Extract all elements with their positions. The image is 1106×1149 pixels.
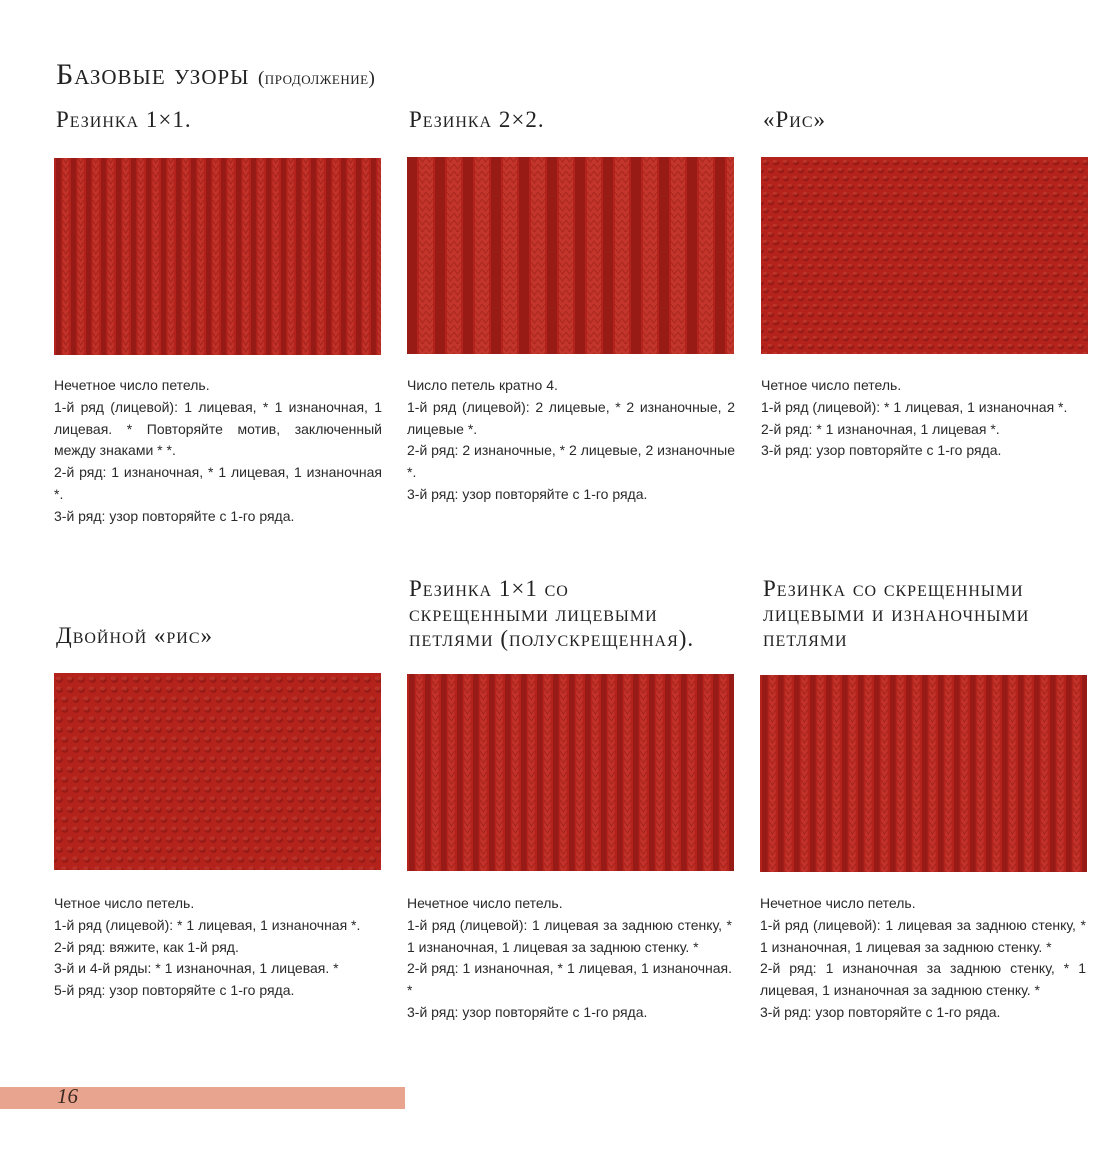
pattern-description-rib-1x1 bbox=[54, 375, 382, 528]
desc-line: Четное число петель. bbox=[54, 895, 195, 911]
pattern-title-twisted-rib-full bbox=[763, 576, 1029, 651]
desc-line: Число петель кратно 4. bbox=[407, 377, 558, 393]
pattern-title-twisted-rib bbox=[409, 576, 694, 651]
desc-line: 2-й ряд: вяжите, как 1-й ряд. bbox=[54, 938, 239, 955]
desc-line: Четное число петель. bbox=[761, 377, 902, 393]
swatch-twisted-rib bbox=[407, 674, 734, 871]
desc-line: 1-й ряд (лицевой): * 1 лицевая, 1 изнаночная *. bbox=[54, 916, 361, 933]
swatch-twisted-rib-full bbox=[760, 675, 1087, 872]
pattern-description-seed bbox=[761, 375, 1087, 462]
desc-line: 2-й ряд: 2 изнаночные, * 2 лицевые, 2 изнаночные *. bbox=[407, 442, 735, 481]
desc-line: 3-й ряд: узор повторяйте с 1-го ряда. bbox=[54, 507, 295, 524]
desc-line: 2-й ряд: 1 изнаночная, * 1 лицевая, 1 изнаночная. * bbox=[407, 960, 732, 999]
page-number: 16 bbox=[57, 1084, 78, 1108]
pattern-title-line: Резинка 2×2. bbox=[409, 107, 545, 132]
desc-line: 1-й ряд (лицевой): 1 лицевая за заднюю стенку, * 1 изнаночная, 1 лицевая за заднюю стенку. * bbox=[407, 916, 732, 955]
pattern-title-line: Резинка 1×1. bbox=[56, 107, 192, 132]
pattern-title-line: Двойной «рис» bbox=[56, 623, 214, 648]
swatch-double-seed bbox=[54, 673, 381, 870]
desc-line: 2-й ряд: * 1 изнаночная, 1 лицевая *. bbox=[761, 420, 1000, 437]
pattern-title-line: Резинка 1×1 со bbox=[409, 576, 569, 601]
desc-line: 3-й и 4-й ряды: * 1 изнаночная, 1 лицевая. * bbox=[54, 960, 339, 977]
desc-line: 1-й ряд (лицевой): 1 лицевая, * 1 изнаночная, 1 лицевая. * Повторяйте мотив, заключенный между знаками * *. bbox=[54, 398, 382, 459]
pattern-title-line: «Рис» bbox=[763, 107, 827, 132]
desc-line: Нечетное число петель. bbox=[760, 895, 916, 911]
pattern-title-line: скрещенными лицевыми bbox=[409, 601, 658, 626]
desc-line: 3-й ряд: узор повторяйте с 1-го ряда. bbox=[761, 442, 1002, 459]
page-title-subtitle: (продолжение) bbox=[257, 68, 376, 89]
pattern-description-rib-2x2 bbox=[407, 375, 735, 506]
desc-line: 2-й ряд: 1 изнаночная, * 1 лицевая, 1 изнаночная *. bbox=[54, 464, 382, 502]
page-title-main: Базовые узоры bbox=[56, 58, 250, 91]
desc-line: 1-й ряд (лицевой): 1 лицевая за заднюю стенку, * 1 изнаночная, 1 лицевая за заднюю стенку. * bbox=[760, 916, 1086, 955]
desc-line: 3-й ряд: узор повторяйте с 1-го ряда. bbox=[760, 1003, 1001, 1020]
pattern-title-line: петлями (полускрещенная). bbox=[409, 626, 695, 651]
desc-line: 5-й ряд: узор повторяйте с 1-го ряда. bbox=[54, 982, 295, 999]
desc-line: 1-й ряд (лицевой): 2 лицевые, * 2 изнаночные, 2 лицевые *. bbox=[407, 398, 735, 437]
pattern-title-line: Резинка со скрещенными bbox=[763, 576, 1024, 601]
pattern-description-double-seed bbox=[54, 893, 382, 1002]
swatch-rib-1x1 bbox=[54, 158, 381, 355]
swatch-seed bbox=[761, 157, 1088, 354]
pattern-title-double-seed bbox=[56, 623, 213, 648]
desc-line: 1-й ряд (лицевой): * 1 лицевая, 1 изнаночная *. bbox=[761, 398, 1068, 415]
desc-line: 2-й ряд: 1 изнаночная за заднюю стенку, * 1 лицевая, 1 изнаночная за заднюю стенку. * bbox=[760, 960, 1086, 999]
pattern-description-twisted-rib bbox=[407, 893, 732, 1024]
swatch-rib-2x2 bbox=[407, 157, 734, 354]
pattern-title-rib-2x2 bbox=[409, 107, 545, 132]
pattern-title-line: лицевыми и изнаночными bbox=[763, 601, 1030, 626]
pattern-title-rib-1x1 bbox=[56, 107, 192, 132]
pattern-title-line: петлями bbox=[763, 626, 848, 651]
pattern-description-twisted-rib-full bbox=[760, 893, 1086, 1024]
desc-line: Нечетное число петель. bbox=[54, 377, 210, 393]
page-title bbox=[56, 58, 375, 92]
desc-line: 3-й ряд: узор повторяйте с 1-го ряда. bbox=[407, 1003, 648, 1020]
pattern-title-seed bbox=[763, 107, 826, 132]
desc-line: Нечетное число петель. bbox=[407, 895, 563, 911]
desc-line: 3-й ряд: узор повторяйте с 1-го ряда. bbox=[407, 485, 648, 502]
